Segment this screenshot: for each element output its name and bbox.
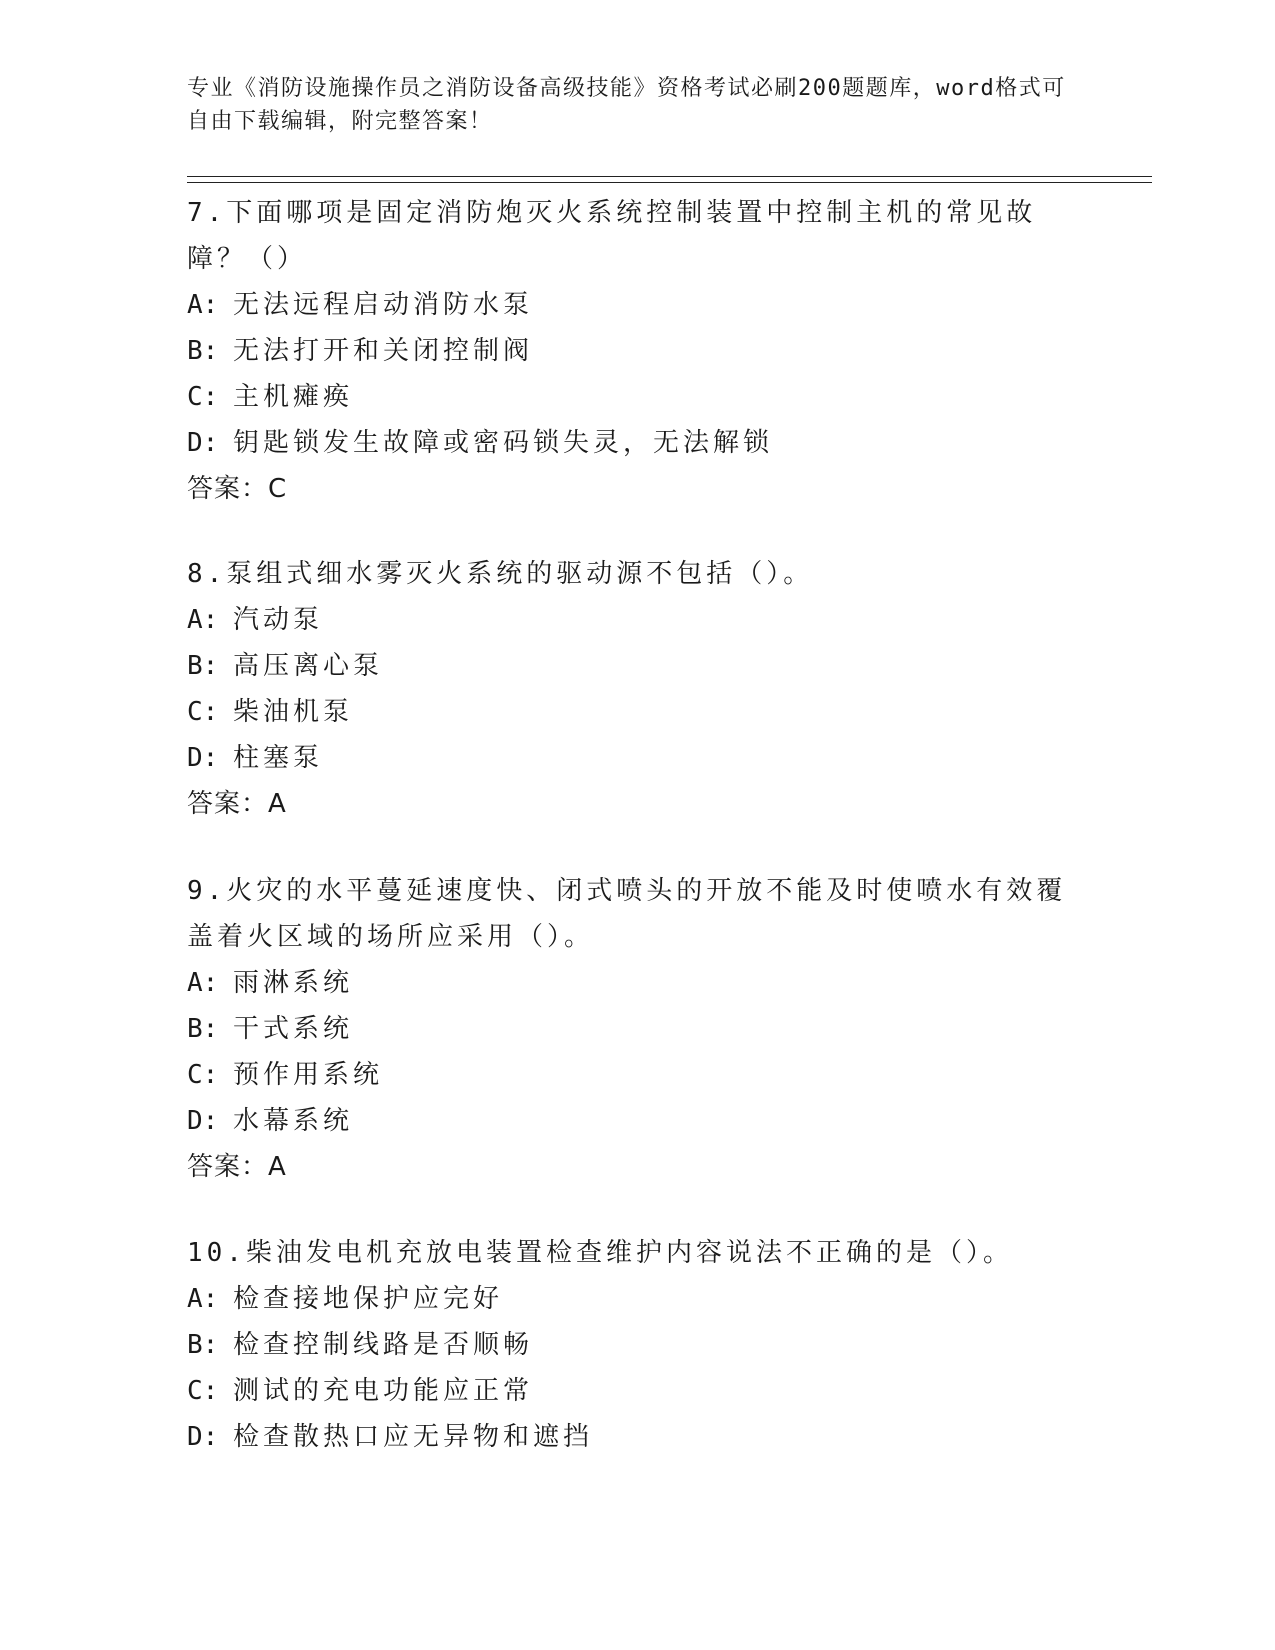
document-header: 专业《消防设施操作员之消防设备高级技能》资格考试必刷200题题库，word格式可自由下载编辑，附完整答案！ (187, 76, 1066, 134)
option-c (187, 374, 1067, 420)
option-d (187, 735, 1067, 781)
option-text: 雨淋系统 (233, 968, 354, 998)
option-text: 柱塞泵 (233, 743, 324, 773)
option-letter: A: (187, 968, 219, 998)
question-8 (187, 551, 1067, 827)
option-b (187, 1322, 1067, 1368)
option-text: 高压离心泵 (233, 651, 384, 681)
option-letter: A: (187, 1284, 219, 1314)
option-letter: D: (187, 1422, 219, 1452)
option-text: 汽动泵 (233, 605, 324, 635)
option-a (187, 597, 1067, 643)
question-stem: 9.火灾的水平蔓延速度快、闭式喷头的开放不能及时使喷水有效覆盖着火区域的场所应采用（）。 (187, 876, 1067, 952)
option-text: 测试的充电功能应正常 (233, 1376, 534, 1406)
option-text: 预作用系统 (233, 1060, 384, 1090)
option-letter: A: (187, 605, 219, 635)
option-letter: B: (187, 1330, 219, 1360)
option-letter: D: (187, 743, 219, 773)
question-7 (187, 190, 1067, 512)
option-c (187, 1052, 1067, 1098)
option-a (187, 960, 1067, 1006)
option-b (187, 328, 1067, 374)
option-b (187, 1006, 1067, 1052)
option-letter: C: (187, 1060, 219, 1090)
option-letter: A: (187, 290, 219, 320)
option-text: 钥匙锁发生故障或密码锁失灵，无法解锁 (233, 428, 774, 458)
option-text: 主机瘫痪 (233, 382, 354, 412)
option-letter: D: (187, 1106, 219, 1136)
question-10 (187, 1230, 1067, 1460)
option-text: 检查接地保护应完好 (233, 1284, 504, 1314)
question-stem: 10.柴油发电机充放电装置检查维护内容说法不正确的是（）。 (187, 1238, 1013, 1268)
option-text: 检查控制线路是否顺畅 (233, 1330, 534, 1360)
header-divider-bottom (187, 182, 1152, 183)
option-text: 无法远程启动消防水泵 (233, 290, 534, 320)
option-letter: B: (187, 336, 219, 366)
option-letter: C: (187, 1376, 219, 1406)
option-text: 柴油机泵 (233, 697, 354, 727)
option-letter: D: (187, 428, 219, 458)
option-text: 水幕系统 (233, 1106, 354, 1136)
option-a (187, 282, 1067, 328)
option-d (187, 1098, 1067, 1144)
option-letter: C: (187, 697, 219, 727)
option-letter: B: (187, 651, 219, 681)
option-c (187, 1368, 1067, 1414)
answer-line: 答案：C (187, 474, 288, 504)
option-d (187, 420, 1067, 466)
option-d (187, 1414, 1067, 1460)
option-text: 无法打开和关闭控制阀 (233, 336, 534, 366)
option-c (187, 689, 1067, 735)
answer-line: 答案：A (187, 1152, 287, 1182)
option-text: 干式系统 (233, 1014, 354, 1044)
question-9 (187, 868, 1067, 1190)
option-a (187, 1276, 1067, 1322)
option-text: 检查散热口应无异物和遮挡 (233, 1422, 594, 1452)
option-b (187, 643, 1067, 689)
option-letter: C: (187, 382, 219, 412)
option-letter: B: (187, 1014, 219, 1044)
header-divider-top (187, 176, 1152, 177)
question-stem: 7.下面哪项是固定消防炮灭火系统控制装置中控制主机的常见故障？（） (187, 198, 1037, 274)
answer-line: 答案：A (187, 789, 287, 819)
question-stem: 8.泵组式细水雾灭火系统的驱动源不包括（）。 (187, 559, 814, 589)
